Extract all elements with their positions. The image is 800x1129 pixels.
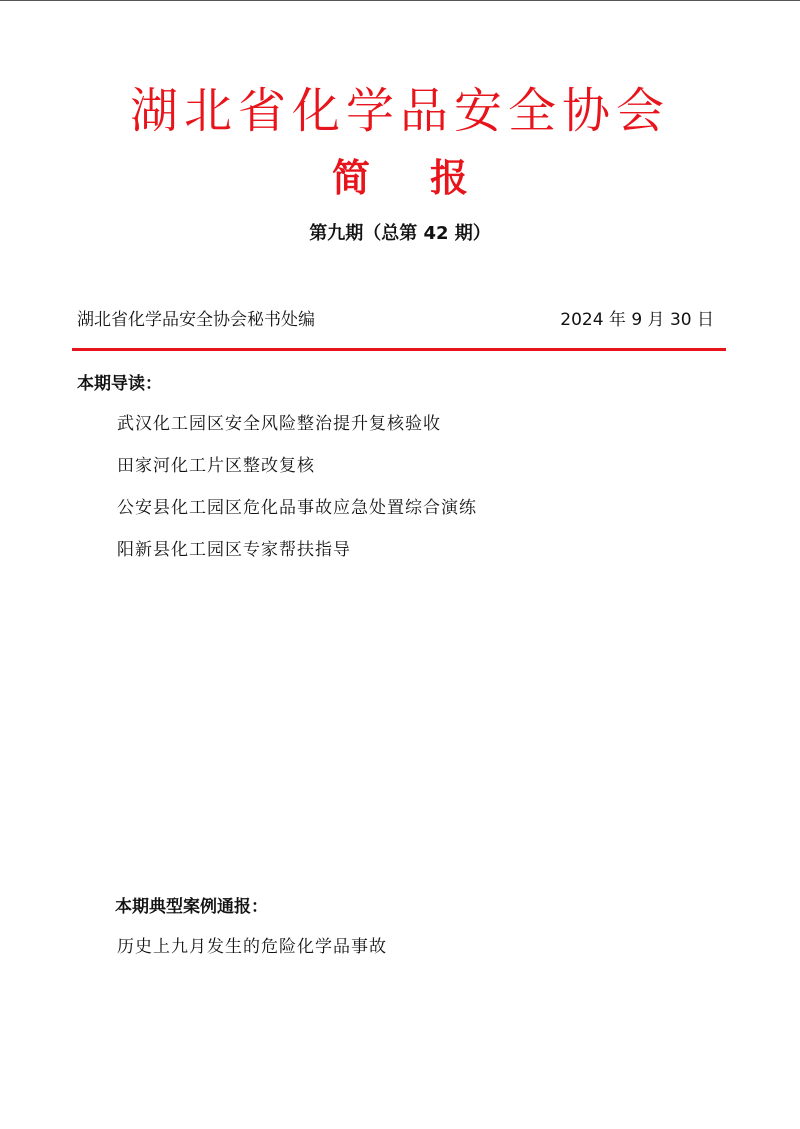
toc-item: 公安县化工园区危化品事故应急处置综合演练 (117, 498, 477, 518)
toc-item: 武汉化工园区安全风险整治提升复核验收 (117, 414, 441, 434)
red-divider (72, 348, 726, 351)
organization-title: 湖北省化学品安全协会 (129, 83, 670, 139)
toc-list (117, 411, 477, 579)
publish-date: 2024 年 9 月 30 日 (560, 310, 714, 330)
cases-item: 历史上九月发生的危险化学品事故 (117, 937, 387, 957)
issue-number: 第九期（总第 42 期） (309, 223, 491, 244)
bulletin-title-char-2: 报 (430, 156, 469, 200)
cases-heading: 本期典型案例通报： (115, 897, 268, 917)
toc-item: 田家河化工片区整改复核 (117, 456, 315, 476)
toc-item: 阳新县化工园区专家帮扶指导 (117, 540, 351, 560)
bulletin-title-char-1: 简 (331, 156, 370, 200)
toc-heading: 本期导读： (77, 374, 162, 394)
bulletin-title (0, 153, 800, 203)
editor-line: 湖北省化学品安全协会秘书处编 (77, 310, 315, 330)
